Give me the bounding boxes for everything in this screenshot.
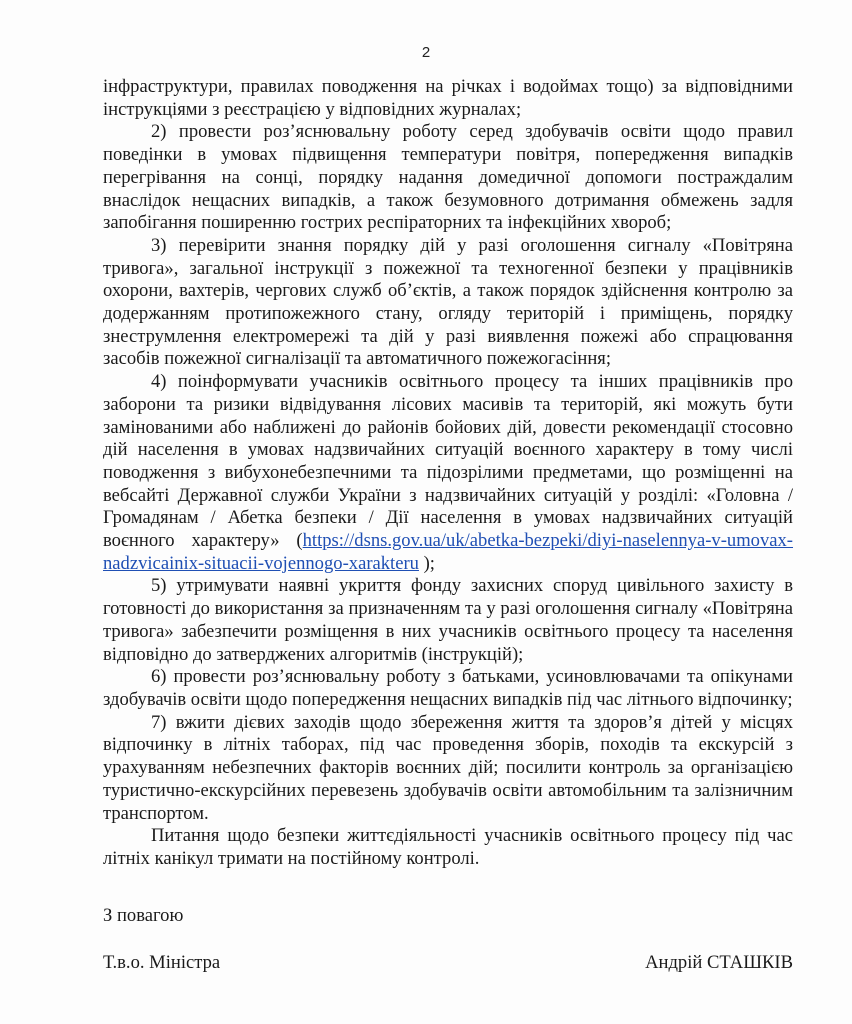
list-item-6: 6) провести роз’яснювальну роботу з батьками, усиновлювачами та опікунами здобувачів освіти щодо попередження нещасних випадків під час літнього відпочинку; [103, 666, 793, 710]
closing-phrase: З повагою [103, 905, 184, 926]
list-item-3: 3) перевірити знання порядку дій у разі оголошення сигналу «Повітряна тривога», загальної інструкції з пожежної та техногенної безпеки у працівників охорони, вахтерів, чергових служб об’єктів, а також порядок здійснення контролю за додержанням протипожежного стану, огляду територій і приміщень, порядку знеструмлення електромережі та дій у разі виявлення пожежі або спрацювання засобів пожежної сигналізації та автоматичного пожежогасіння; [103, 234, 793, 370]
list-item-7: 7) вжити дієвих заходів щодо збереження життя та здоров’я дітей у місцях відпочинку в літніх таборах, під час проведення зборів, походів та екскурсій з урахуванням небезпечних факторів воєнних дій; посилити контроль за організацією туристично-екскурсійних перевезень здобувачів освіти автомобільним та залізничним транспортом. [103, 711, 793, 824]
list-item-2: 2) провести роз’яснювальну роботу серед здобувачів освіти щодо правил поведінки в умовах підвищення температури повітря, попередження випадків перегрівання на сонці, порядку надання домедичної допомоги постраждалим внаслідок нещасних випадків, а також безумовного дотримання обмежень задля запобігання поширенню гострих респіраторних та інфекційних хвороб; [103, 121, 793, 234]
list-item-4-text: 4) поінформувати учасників освітнього процесу та інших працівників про заборони та ризики відвідування лісових масивів та територій, які можуть бути замінованими або наближені до районів бойових дій, довести рекомендації стосовно дій населення в умовах надзвичайних ситуацій воєнного характеру в тому числі поводження з вибухонебезпечними та підозрілими предметами, що розміщенні на вебсайті Державної служби України з надзвичайних ситуацій у розділі: «Головна / Громадянам / Абетка безпеки / Дії населення в умовах надзвичайних ситуацій воєнного характеру» ( [103, 371, 793, 552]
list-item-5: 5) утримувати наявні укриття фонду захисних споруд цивільного захисту в готовності до використання за призначенням та у разі оголошення сигналу «Повітряна тривога» забезпечити розміщення в них учасників освітнього процесу та населення відповідно до затверджених алгоритмів (інструкцій); [103, 575, 793, 665]
dsns-link[interactable]: https://dsns.gov.ua/uk/abetka-bezpeki/diyi-naselennya-v-umovax-nadzvicainix-situacii-vojennogo-xarakteru [103, 530, 793, 574]
signatory-name: Андрій СТАШКІВ [645, 952, 793, 973]
list-item-4 [103, 371, 793, 575]
document-body [103, 76, 793, 871]
page-number: 2 [421, 44, 431, 61]
signatory-title: Т.в.о. Міністра [103, 952, 221, 973]
paragraph-continuation: інфраструктури, правилах поводження на річках і водоймах тощо) за відповідними інструкціями з реєстрацією у відповідних журналах; [103, 76, 793, 120]
final-paragraph: Питання щодо безпеки життєдіяльності учасників освітнього процесу під час літніх канікул тримати на постійному контролі. [103, 825, 793, 869]
list-item-4-after: ); [418, 552, 435, 574]
